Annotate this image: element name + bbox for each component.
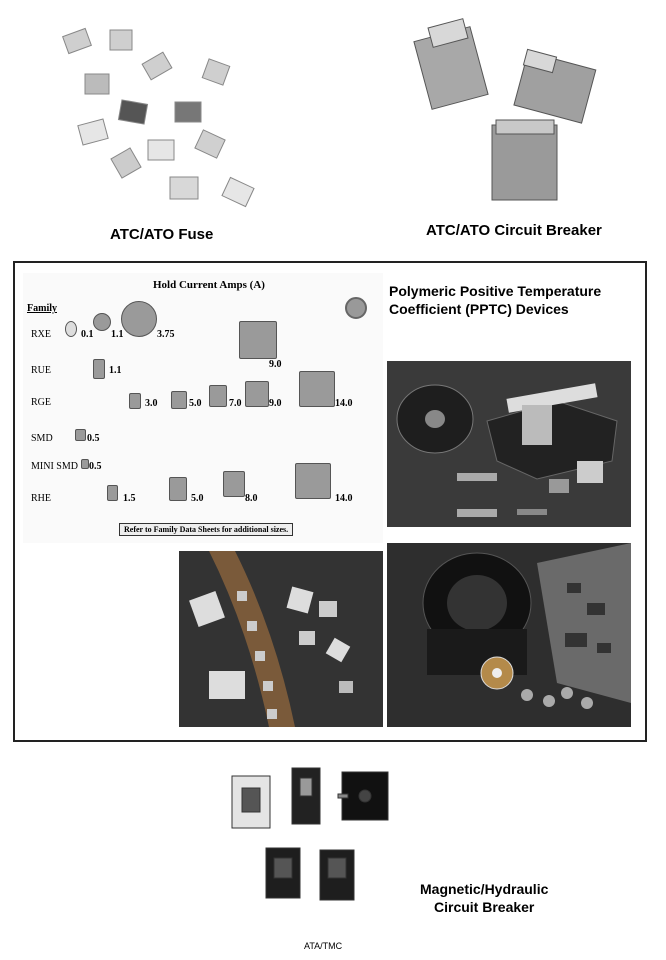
rge-part-14.0 (299, 371, 335, 407)
minismd-value-0.5: 0.5 (89, 461, 102, 472)
rue-part-1.1 (93, 359, 105, 379)
family-minismd: MINI SMD (31, 461, 78, 472)
pptc-application-photo-top (387, 361, 631, 527)
magnetic-caption-line1: Magnetic/Hydraulic (420, 881, 549, 897)
fuse-photo (60, 22, 280, 220)
chart-title: Hold Current Amps (A) (153, 279, 265, 291)
rge-value-3.0: 3.0 (145, 398, 158, 409)
footer-text: ATA/TMC (304, 941, 343, 951)
atc-breaker-photo (410, 15, 610, 210)
pptc-title-line2: Coefficient (PPTC) Devices (389, 301, 569, 317)
family-header: Family (27, 303, 57, 314)
smd-part-0.5 (75, 429, 86, 441)
rge-part-5.0 (171, 391, 187, 409)
pptc-section (13, 261, 647, 742)
rxe-part-9.0 (239, 321, 277, 359)
rxe-part-1.1 (93, 313, 111, 331)
rhe-part-5.0 (169, 477, 187, 501)
rge-part-9.0 (245, 381, 269, 407)
rge-part-3.0 (129, 393, 141, 409)
atc-breaker-caption: ATC/ATO Circuit Breaker (426, 222, 602, 239)
pptc-application-photo-bottom (387, 543, 631, 727)
rge-part-7.0 (209, 385, 227, 407)
rge-value-14.0: 14.0 (335, 398, 353, 409)
rge-value-7.0: 7.0 (229, 398, 242, 409)
family-rue: RUE (31, 365, 51, 376)
magnetic-caption-line2: Circuit Breaker (434, 899, 535, 915)
pptc-title-line1: Polymeric Positive Temperature (389, 283, 602, 299)
rxe-part-3.75 (121, 301, 157, 337)
chart-footnote: Refer to Family Data Sheets for additional sizes. (119, 523, 293, 536)
rhe-part-1.5 (107, 485, 118, 501)
rxe-value-9.0: 9.0 (269, 359, 282, 370)
rhe-value-8.0: 8.0 (245, 493, 258, 504)
rhe-value-5.0: 5.0 (191, 493, 204, 504)
smd-value-0.5: 0.5 (87, 433, 100, 444)
hold-current-chart (23, 273, 383, 543)
rxe-value-0.1: 0.1 (81, 329, 94, 340)
coin-icon (345, 297, 367, 319)
rhe-value-1.5: 1.5 (123, 493, 136, 504)
rge-value-9.0: 9.0 (269, 398, 282, 409)
rhe-value-14.0: 14.0 (335, 493, 353, 504)
minismd-part-0.5 (81, 459, 89, 469)
family-smd: SMD (31, 433, 53, 444)
rxe-value-3.75: 3.75 (157, 329, 175, 340)
rge-value-5.0: 5.0 (189, 398, 202, 409)
family-rhe: RHE (31, 493, 51, 504)
rhe-part-8.0 (223, 471, 245, 497)
family-rge: RGE (31, 397, 51, 408)
pptc-tape-photo (179, 551, 383, 727)
rxe-part-0.1 (65, 321, 77, 337)
rue-value-1.1: 1.1 (109, 365, 122, 376)
rhe-part-14.0 (295, 463, 331, 499)
rxe-value-1.1: 1.1 (111, 329, 124, 340)
family-rxe: RXE (31, 329, 51, 340)
fuse-caption: ATC/ATO Fuse (110, 226, 214, 243)
magnetic-breaker-photo (220, 758, 390, 908)
